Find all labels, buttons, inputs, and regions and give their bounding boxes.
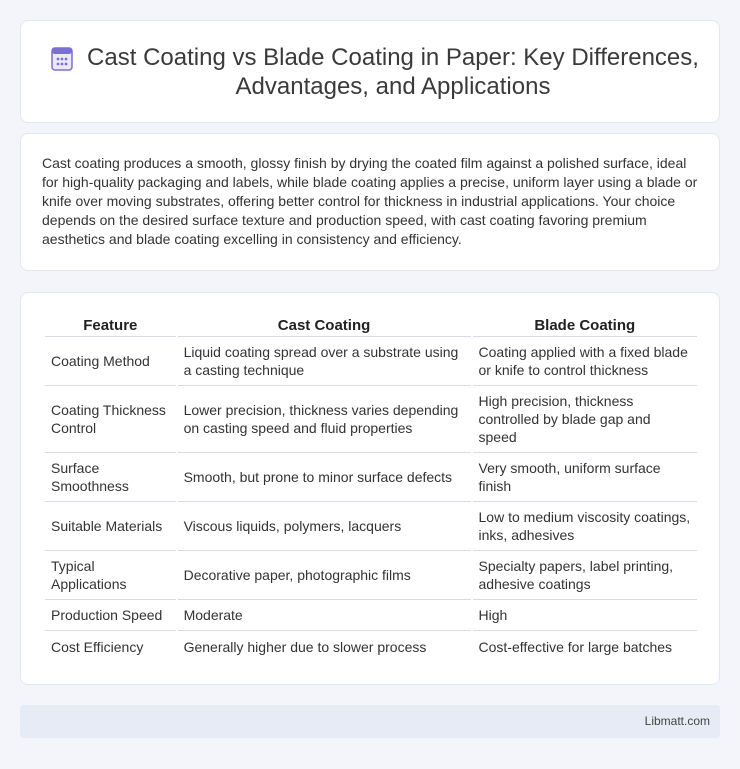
- row-cast-value: Decorative paper, photographic films: [178, 551, 471, 600]
- row-blade-value: Coating applied with a fixed blade or knife to control thickness: [473, 337, 697, 386]
- table-row: [45, 386, 697, 453]
- row-cast-value: Moderate: [178, 600, 471, 631]
- row-feature: Coating Thickness Control: [45, 386, 176, 453]
- row-blade-value: Specialty papers, label printing, adhesive coatings: [473, 551, 697, 600]
- footer-brand[interactable]: Libmatt.com: [644, 714, 710, 728]
- header-feature: Feature: [45, 315, 176, 337]
- table-row: [45, 551, 697, 600]
- intro-paragraph: Cast coating produces a smooth, glossy finish by drying the coated film against a polished surface, ideal for high-quality packaging and labels, while blade coating applies a precise, uniform layer using a blade or knife over moving substrates, offering better control for thickness in industrial applications. Your choice depends on the desired surface texture and production speed, with cast coating favoring premium aesthetics and blade coating excelling in consistency and efficiency.: [42, 155, 698, 247]
- table-header-row: [45, 315, 697, 337]
- row-cast-value: Liquid coating spread over a substrate using a casting technique: [178, 337, 471, 386]
- comparison-table: [43, 315, 699, 662]
- row-cast-value: Generally higher due to slower process: [183, 638, 427, 655]
- row-feature: Surface Smoothness: [45, 453, 176, 502]
- table-row: [45, 600, 697, 631]
- row-blade-value: Cost-effective for large batches: [478, 638, 673, 655]
- row-feature: Typical Applications: [45, 551, 176, 600]
- table-row: [45, 631, 697, 662]
- comparison-card: [20, 292, 720, 685]
- table-row: [45, 337, 697, 386]
- row-feature: Coating Method: [45, 337, 176, 386]
- row-feature: Cost Efficiency: [51, 638, 144, 655]
- row-blade-value: Very smooth, uniform surface finish: [473, 453, 697, 502]
- row-blade-value: Low to medium viscosity coatings, inks, adhesives: [473, 502, 697, 551]
- row-blade-value: High: [473, 600, 697, 631]
- header-card: [20, 20, 720, 123]
- row-feature: Production Speed: [45, 600, 176, 631]
- table-row: [45, 502, 697, 551]
- row-feature: Suitable Materials: [45, 502, 176, 551]
- header-blade-coating: Blade Coating: [473, 315, 697, 337]
- page-title: Cast Coating vs Blade Coating in Paper: Key Differences, Advantages, and Applications: [87, 43, 699, 100]
- row-cast-value: Smooth, but prone to minor surface defects: [178, 453, 471, 502]
- intro-card: [20, 133, 720, 271]
- header-cast-coating: Cast Coating: [178, 315, 471, 337]
- table-row: [45, 453, 697, 502]
- footer-bar: [20, 705, 720, 738]
- row-cast-value: Lower precision, thickness varies depending on casting speed and fluid properties: [178, 386, 471, 453]
- row-blade-value: High precision, thickness controlled by blade gap and speed: [473, 386, 697, 453]
- row-cast-value: Viscous liquids, polymers, lacquers: [178, 502, 471, 551]
